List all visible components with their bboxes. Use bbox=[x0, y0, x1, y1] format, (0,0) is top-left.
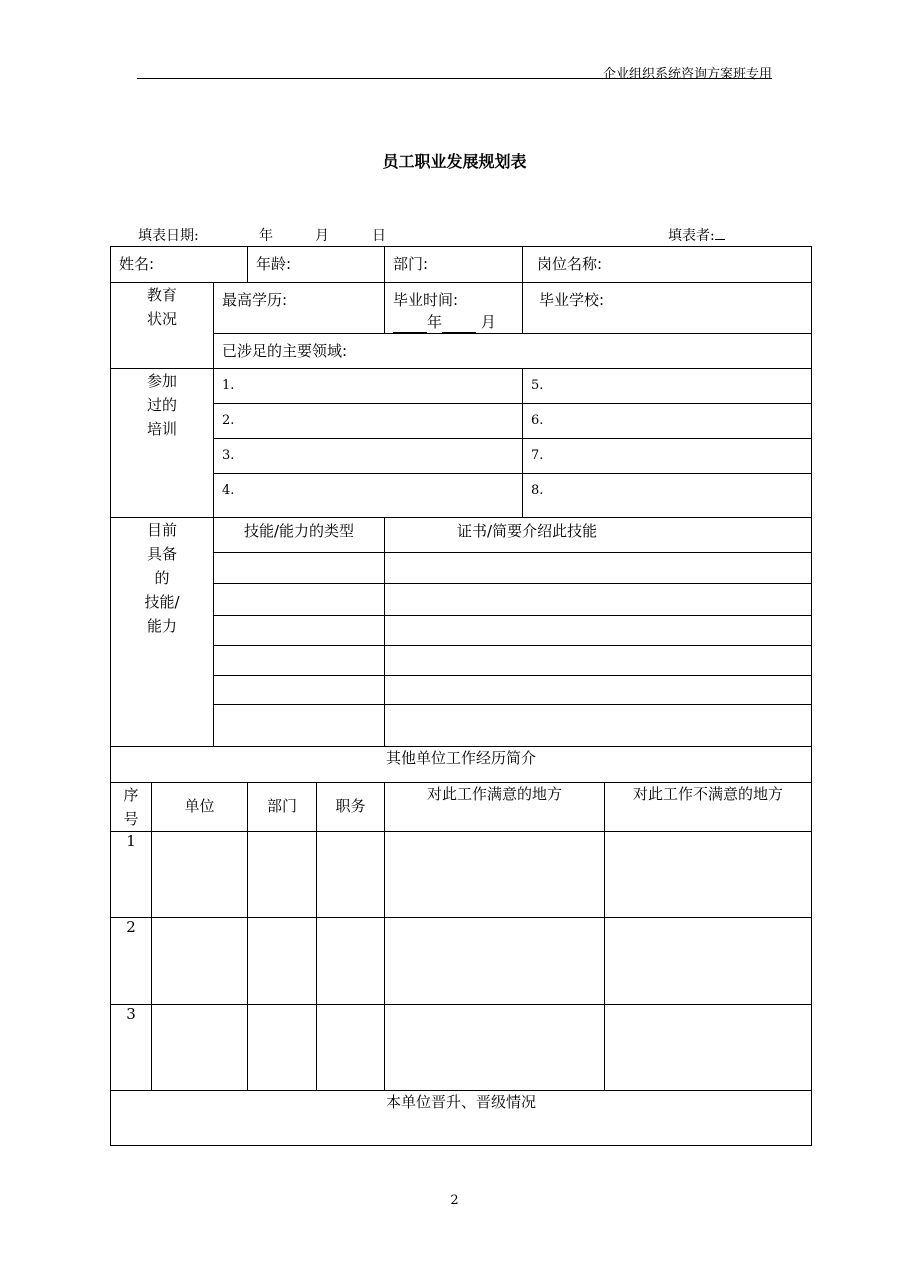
skill-row bbox=[111, 553, 812, 584]
experience-row-number: 1 bbox=[111, 832, 152, 918]
experience-col-no bbox=[111, 783, 152, 832]
grad-time-label: 毕业时间: bbox=[393, 291, 459, 309]
skill-desc-cell[interactable] bbox=[385, 676, 812, 705]
dept-field[interactable]: 部门: bbox=[385, 247, 523, 283]
skills-label-line1: 目前 bbox=[146, 521, 177, 539]
skill-row bbox=[111, 584, 812, 616]
training-item-number: 8. bbox=[531, 483, 544, 498]
experience-unsatisfied-cell[interactable] bbox=[605, 1005, 812, 1091]
experience-satisfied-cell[interactable] bbox=[385, 918, 605, 1005]
training-label bbox=[111, 369, 214, 518]
skills-label-line3: 的 bbox=[154, 569, 170, 587]
training-item[interactable] bbox=[523, 404, 812, 439]
training-label-line2: 过的 bbox=[146, 396, 177, 414]
experience-col-dept: 部门 bbox=[248, 783, 317, 832]
experience-title-row bbox=[111, 747, 812, 783]
training-row bbox=[111, 474, 812, 518]
header-rule bbox=[137, 78, 772, 79]
school-field[interactable]: 毕业学校: bbox=[523, 283, 812, 334]
page-number: 2 bbox=[450, 1193, 459, 1208]
form-title: 员工职业发展规划表 bbox=[382, 152, 527, 171]
skills-label bbox=[111, 518, 214, 747]
skill-desc-cell[interactable] bbox=[385, 705, 812, 747]
experience-dept-cell[interactable] bbox=[248, 1005, 317, 1091]
training-item-number: 7. bbox=[531, 448, 544, 463]
degree-field[interactable]: 最高学历: bbox=[214, 283, 385, 334]
fields-field[interactable]: 已涉足的主要领域: bbox=[214, 334, 812, 369]
fill-date-day: 日 bbox=[372, 228, 386, 244]
fill-date-year: 年 bbox=[259, 228, 273, 244]
skill-desc-cell[interactable] bbox=[385, 553, 812, 584]
promotion-section-title: 本单位晋升、晋级情况 bbox=[111, 1091, 812, 1146]
experience-col-role: 职务 bbox=[317, 783, 385, 832]
fill-date-label: 填表日期: bbox=[138, 228, 199, 244]
skill-row bbox=[111, 705, 812, 747]
skill-type-cell[interactable] bbox=[214, 584, 385, 616]
experience-row-number: 2 bbox=[111, 918, 152, 1005]
education-label-line1: 教育 bbox=[146, 286, 177, 304]
skills-label-line2: 具备 bbox=[146, 545, 177, 563]
experience-col-satisfied: 对此工作满意的地方 bbox=[385, 783, 605, 832]
grad-time-value bbox=[393, 311, 514, 333]
experience-col-no-line2: 号 bbox=[123, 810, 139, 828]
training-row bbox=[111, 439, 812, 474]
grad-time-field[interactable] bbox=[385, 283, 523, 334]
experience-role-cell[interactable] bbox=[317, 1005, 385, 1091]
experience-section-title: 其他单位工作经历简介 bbox=[111, 747, 812, 783]
skills-label-line5: 能力 bbox=[146, 617, 177, 635]
position-field[interactable]: 岗位名称: bbox=[523, 247, 812, 283]
skill-type-cell[interactable] bbox=[214, 646, 385, 676]
training-item-number: 1. bbox=[222, 378, 235, 393]
filler-label bbox=[668, 225, 725, 245]
experience-unit-cell[interactable] bbox=[152, 1005, 248, 1091]
career-plan-form bbox=[110, 246, 812, 1146]
skill-desc-header: 证书/简要介绍此技能 bbox=[385, 518, 812, 553]
education-label bbox=[111, 283, 214, 369]
experience-col-unit: 单位 bbox=[152, 783, 248, 832]
skill-desc-cell[interactable] bbox=[385, 584, 812, 616]
age-field[interactable]: 年龄: bbox=[248, 247, 385, 283]
experience-col-no-line1: 序 bbox=[123, 786, 139, 804]
experience-unit-cell[interactable] bbox=[152, 832, 248, 918]
training-item[interactable] bbox=[214, 369, 523, 404]
skill-type-cell[interactable] bbox=[214, 553, 385, 584]
skill-row bbox=[111, 676, 812, 705]
training-item[interactable] bbox=[214, 404, 523, 439]
training-label-line1: 参加 bbox=[146, 372, 177, 390]
filler-input-line[interactable] bbox=[715, 225, 725, 240]
filler-label-text: 填表者: bbox=[668, 228, 715, 244]
training-item-number: 2. bbox=[222, 413, 235, 428]
basic-info-row bbox=[111, 247, 812, 283]
experience-col-unsatisfied: 对此工作不满意的地方 bbox=[605, 783, 812, 832]
experience-unsatisfied-cell[interactable] bbox=[605, 918, 812, 1005]
training-item-number: 5. bbox=[531, 378, 544, 393]
training-item[interactable] bbox=[523, 369, 812, 404]
training-row bbox=[111, 369, 812, 404]
experience-row bbox=[111, 918, 812, 1005]
skill-desc-cell[interactable] bbox=[385, 616, 812, 646]
training-item[interactable] bbox=[214, 474, 523, 518]
skill-row bbox=[111, 646, 812, 676]
training-item[interactable] bbox=[523, 439, 812, 474]
fill-date-month: 月 bbox=[315, 228, 329, 244]
name-field[interactable]: 姓名: bbox=[111, 247, 248, 283]
training-item[interactable] bbox=[523, 474, 812, 518]
education-label-line2: 状况 bbox=[146, 310, 177, 328]
experience-role-cell[interactable] bbox=[317, 918, 385, 1005]
page-header-text: 企业组织系统咨询方案班专用 bbox=[602, 67, 772, 82]
experience-dept-cell[interactable] bbox=[248, 832, 317, 918]
training-item[interactable] bbox=[214, 439, 523, 474]
training-label-line3: 培训 bbox=[146, 420, 177, 438]
training-row bbox=[111, 404, 812, 439]
skill-type-cell[interactable] bbox=[214, 676, 385, 705]
training-item-number: 3. bbox=[222, 448, 235, 463]
experience-row bbox=[111, 832, 812, 918]
experience-role-cell[interactable] bbox=[317, 832, 385, 918]
experience-satisfied-cell[interactable] bbox=[385, 832, 605, 918]
skill-type-cell[interactable] bbox=[214, 705, 385, 747]
experience-header-row bbox=[111, 783, 812, 832]
grad-month-label: 月 bbox=[480, 313, 496, 331]
skills-header-row bbox=[111, 518, 812, 553]
grad-year-label: 年 bbox=[427, 313, 443, 331]
skill-desc-cell[interactable] bbox=[385, 646, 812, 676]
education-row-2 bbox=[111, 334, 812, 369]
experience-unsatisfied-cell[interactable] bbox=[605, 832, 812, 918]
experience-satisfied-cell[interactable] bbox=[385, 1005, 605, 1091]
education-row-1 bbox=[111, 283, 812, 334]
experience-dept-cell[interactable] bbox=[248, 918, 317, 1005]
training-item-number: 6. bbox=[531, 413, 544, 428]
skill-type-header: 技能/能力的类型 bbox=[214, 518, 385, 553]
training-item-number: 4. bbox=[222, 483, 235, 498]
experience-row-number: 3 bbox=[111, 1005, 152, 1091]
skill-type-cell[interactable] bbox=[214, 616, 385, 646]
promotion-row bbox=[111, 1091, 812, 1146]
experience-row bbox=[111, 1005, 812, 1091]
experience-unit-cell[interactable] bbox=[152, 918, 248, 1005]
skill-row bbox=[111, 616, 812, 646]
skills-label-line4: 技能/ bbox=[144, 593, 180, 611]
